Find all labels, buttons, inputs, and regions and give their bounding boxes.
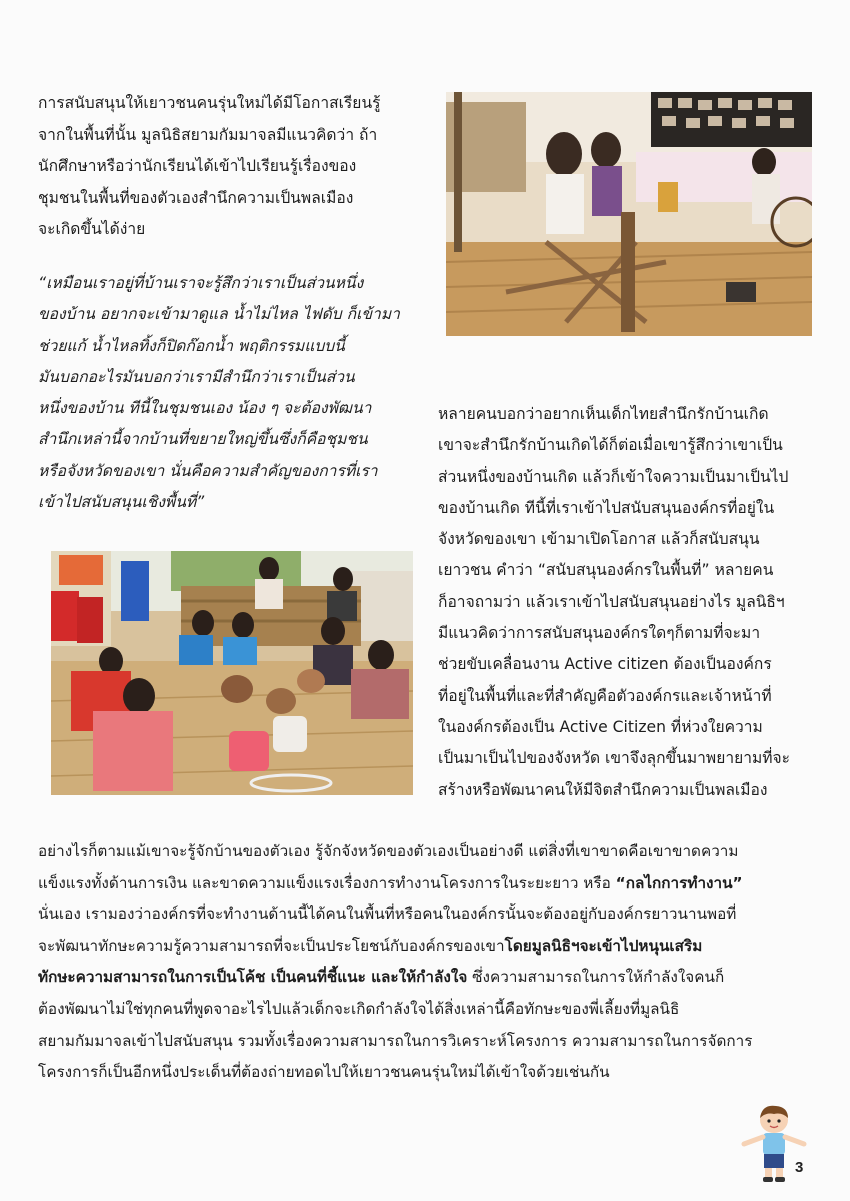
- text-line: ชุมชนในพื้นที่ของตัวเองสำนึกความเป็นพลเมือง: [38, 188, 354, 207]
- text-line: ก็อาจถามว่า แล้วเราเข้าไปสนับสนุนอย่างไร มูลนิธิฯ: [438, 592, 785, 611]
- text-line: ส่วนหนึ่งของบ้านเกิด แล้วก็เข้าใจความเป็นมาเป็นไป: [438, 467, 789, 486]
- bold-text-segment: “กลไกการทำงาน”: [615, 873, 743, 892]
- text-line: สยามกัมมาจลเข้าไปสนับสนุน รวมทั้งเรื่องความสามารถในการวิเคราะห์โครงการ ความสามารถในการจัดการ: [38, 1031, 753, 1050]
- text-line: นั่นเอง เรามองว่าองค์กรที่จะทำงานด้านนี้ได้คนในพื้นที่หรือคนในองค์กรนั้นจะต้องอยู่กับองค์กรยาวนานพอที่: [38, 905, 737, 924]
- quote-line: มันบอกอะไรมันบอกว่าเรามีสำนึกว่าเราเป็นส่วน: [38, 367, 355, 386]
- text-line: ช่วยขับเคลื่อนงาน Active citizen ต้องเป็นองค์กร: [438, 655, 772, 674]
- text-line: จังหวัดของเขา เข้ามาเปิดโอกาส แล้วก็สนับสนุน: [438, 530, 760, 549]
- text-line: มีแนวคิดว่าการสนับสนุนองค์กรใดๆก็ตามที่จะมา: [438, 624, 761, 643]
- text-line: อย่างไรก็ตามแม้เขาจะรู้จักบ้านของตัวเอง รู้จักจังหวัดของตัวเองเป็นอย่างดี แต่สิ่งที่เขาขาดคือเขาขาดความ: [38, 842, 739, 860]
- text-segment: ซึ่งความสามารถในการให้กำลังใจคนก็: [467, 968, 725, 987]
- quote-line: หนึ่งของบ้าน ทีนี้ในชุมชนเอง น้อง ๆ จะต้องพัฒนา: [38, 399, 372, 418]
- text-line: โครงการก็เป็นอีกหนึ่งประเด็นที่ต้องถ่ายทอดไปให้เยาวชนคนรุ่นใหม่ได้เข้าใจด้วยเช่นกัน: [38, 1063, 610, 1082]
- text-line: ของบ้านเกิด ทีนี้ที่เราเข้าไปสนับสนุนองค์กรที่อยู่ใน: [438, 498, 775, 517]
- text-line: เยาวชน คำว่า “สนับสนุนองค์กรในพื้นที่” หลายคน: [438, 561, 774, 580]
- text-line: [38, 931, 820, 963]
- quote-paragraph: [38, 268, 420, 518]
- body-paragraph-right: [438, 399, 820, 806]
- text-line: [38, 868, 820, 900]
- closing-paragraph: [38, 836, 820, 1089]
- bold-text-segment: โดยมูลนิธิฯจะเข้าไปหนุนเสริม: [504, 936, 703, 955]
- text-line: นักศึกษาหรือว่านักเรียนได้เข้าไปเรียนรู้เรื่องของ: [38, 157, 357, 175]
- text-line: เขาจะสำนึกรักบ้านเกิดได้ก็ต่อเมื่อเขารู้สึกว่าเขาเป็น: [438, 436, 783, 455]
- text-line: สร้างหรือพัฒนาคนให้มีจิตสำนึกความเป็นพลเมือง: [438, 780, 768, 799]
- text-segment: แข็งแรงทั้งด้านการเงิน และขาดความแข็งแรงเรื่องการทำงานโครงการในระยะยาว หรือ: [38, 873, 616, 892]
- quote-line: สำนึกเหล่านี้จากบ้านที่ขยายใหญ่ขึ้นซึ่งก็คือชุมชน: [38, 430, 368, 449]
- text-line: ในองค์กรต้องเป็น Active Citizen ที่ห่วงใยความ: [438, 717, 763, 736]
- quote-line: เข้าไปสนับสนุนเชิงพื้นที่”: [38, 493, 205, 512]
- quote-line: หรือจังหวัดของเขา นั่นคือความสำคัญของการที่เรา: [38, 461, 378, 480]
- photo-group-activity: [51, 551, 413, 795]
- bold-text-segment: ทักษะความสามารถในการเป็นโค้ช เป็นคนที่ชี้แนะ และให้กำลังใจ: [38, 968, 468, 987]
- text-line: จากในพื้นที่นั้น มูลนิธิสยามกัมมาจลมีแนวคิดว่า ถ้า: [38, 125, 378, 144]
- photo-spinning-wheel: [446, 92, 812, 336]
- page-number: 3: [795, 1159, 804, 1176]
- intro-paragraph: [38, 88, 420, 246]
- text-segment: จะพัฒนาทักษะความรู้ความสามารถที่จะเป็นประโยชน์กับองค์กรของเขา: [38, 936, 505, 955]
- text-line: ที่อยู่ในพื้นที่และที่สำคัญคือตัวองค์กรและเจ้าหน้าที่: [438, 686, 772, 705]
- text-line: จะเกิดขึ้นได้ง่าย: [38, 220, 146, 238]
- text-line: [38, 962, 820, 994]
- quote-line: ของบ้าน อยากจะเข้ามาดูแล น้ำไม่ไหล ไฟดับ ก็เข้ามา: [38, 305, 400, 324]
- text-line: ต้องพัฒนาไม่ใช่ทุกคนที่พูดจาอะไรไปแล้วเด็กจะเกิดกำลังใจได้สิ่งเหล่านี้คือทักษะของพี่เลี้ยงที่มูลนิธิ: [38, 999, 680, 1018]
- text-line: การสนับสนุนให้เยาวชนคนรุ่นใหม่ได้มีโอกาสเรียนรู้: [38, 94, 381, 112]
- quote-line: “เหมือนเราอยู่ที่บ้านเราจะรู้สึกว่าเราเป็นส่วนหนึ่ง: [38, 274, 364, 292]
- quote-line: ช่วยแก้ น้ำไหลทิ้งก็ปิดก๊อกน้ำ พฤติกรรมแบบนี้: [38, 336, 345, 355]
- text-line: เป็นมาเป็นไปของจังหวัด เขาจึงลุกขึ้นมาพยายามที่จะ: [438, 749, 791, 768]
- text-line: หลายคนบอกว่าอยากเห็นเด็กไทยสำนึกรักบ้านเกิด: [438, 405, 769, 423]
